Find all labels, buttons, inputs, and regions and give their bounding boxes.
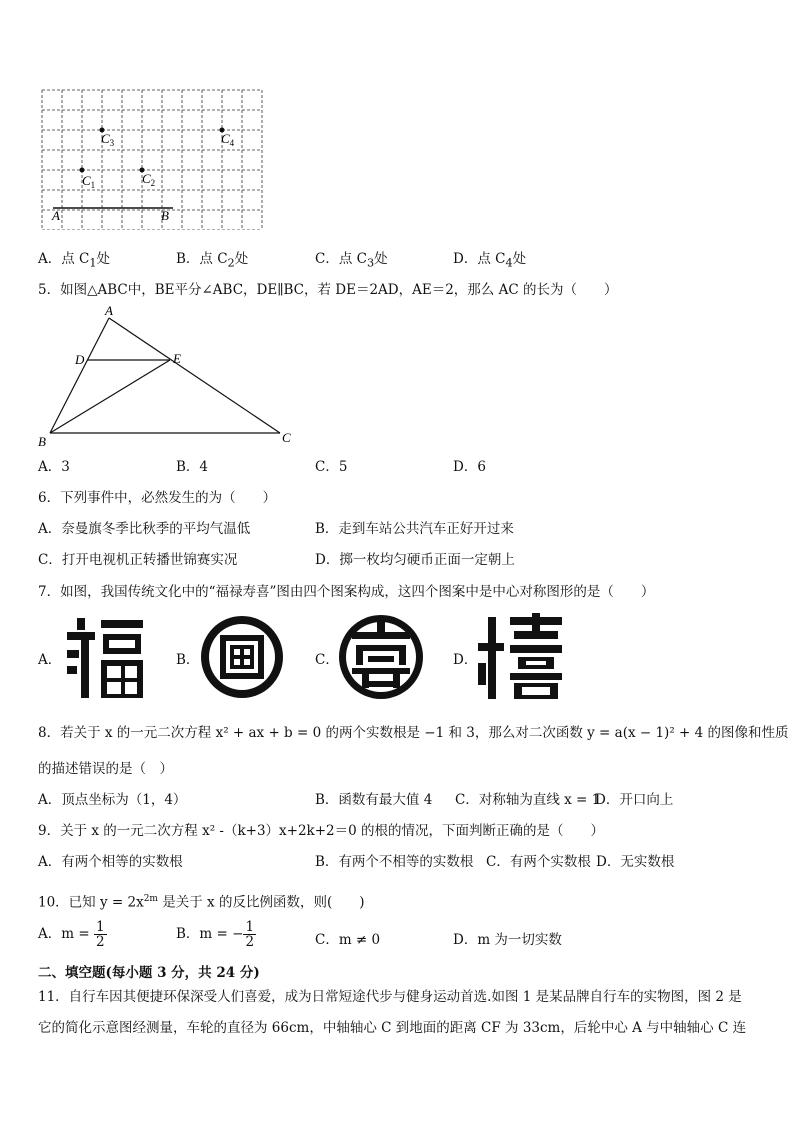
q4-option-c[interactable]: C．点 $C_3$处 (315, 251, 388, 270)
q6-option-c[interactable]: C．打开电视机正转播世锦赛实况 (38, 552, 238, 568)
q4-option-b[interactable]: B．点 $C_2$处 (176, 251, 249, 270)
fu-character-icon (63, 614, 147, 702)
label-c2: $C_2$ (142, 171, 156, 188)
q9-option-b[interactable]: B．有两个不相等的实数根 (315, 854, 474, 870)
q5-option-d[interactable]: D．6 (453, 459, 486, 475)
grid-lines (42, 90, 262, 230)
q6-option-b[interactable]: B．走到车站公共汽车正好开过来 (315, 521, 514, 537)
section-title-fill-in: 二、填空题(每小题 3 分，共 24 分) (38, 965, 260, 981)
q6-stem: 6．下列事件中，必然发生的为（ ） (38, 490, 277, 506)
shou-medallion-icon (338, 614, 424, 700)
label-vertex-a: A (105, 303, 113, 318)
q4-option-a[interactable]: A．点 $C_1$处 (38, 251, 111, 270)
q9-option-c[interactable]: C．有两个实数根 (486, 854, 591, 870)
xi-character-icon (478, 613, 566, 703)
q8-option-a[interactable]: A．顶点坐标为（1，4） (38, 792, 187, 808)
q9-stem: 9．关于 x 的一元二次方程 x² -（k+3）x+2k+2＝0 的根的情况，下面判断正确的是（ ） (38, 823, 605, 839)
q10-stem: 10．已知 $y = 2x^{2m}$ 是关于 x 的反比例函数，则( ) (38, 894, 365, 911)
q5-option-a[interactable]: A．3 (38, 459, 70, 475)
label-b: B (161, 208, 169, 223)
q6-option-d[interactable]: D．掷一枚均匀硬币正面一定朝上 (315, 552, 515, 568)
q8-option-d[interactable]: D．开口向上 (595, 792, 674, 808)
grid-figure (40, 88, 265, 230)
label-vertex-e: E (173, 351, 181, 366)
q6-option-a[interactable]: A．奈曼旗冬季比秋季的平均气温低 (38, 521, 251, 537)
q5-stem: 5．如图△ABC中，BE平分∠ABC，DE∥BC，若 DE＝2AD，AE＝2，那么 AC 的长为（ ） (38, 282, 618, 298)
point-c1 (80, 168, 85, 173)
label-vertex-d: D (75, 352, 85, 367)
q7-option-c[interactable]: C． (315, 652, 339, 668)
q10-option-c[interactable]: C．m ≠ 0 (315, 932, 381, 948)
triangle-figure (30, 302, 305, 452)
label-c4: $C_4$ (221, 131, 235, 148)
label-vertex-b: B (38, 434, 46, 449)
q5-option-c[interactable]: C．5 (315, 459, 348, 475)
side-ac (109, 318, 280, 433)
fraction-one-half: $\frac{1}{2}$ (245, 919, 255, 950)
q5-option-b[interactable]: B．4 (176, 459, 209, 475)
q8-stem-line1: 8．若关于 x 的一元二次方程 x² + ax + b = 0 的两个实数根是 −1 和 3，那么对二次函数 y = a(x − 1)² + 4 的图像和性质 (38, 725, 789, 741)
label-c1: $C_1$ (82, 173, 96, 190)
q8-option-c[interactable]: C．对称轴为直线 x = 1 (455, 792, 601, 808)
q4-option-d[interactable]: D．点 $C_4$处 (453, 251, 527, 270)
lu-medallion-icon (200, 615, 284, 699)
label-vertex-c: C (282, 430, 291, 445)
q11-line1: 11．自行车因其便捷环保深受人们喜爱，成为日常短途代步与健身运动首选.如图 1 是某品牌自行车的实物图，图 2 是 (38, 989, 742, 1005)
q8-option-b[interactable]: B．函数有最大值 4 (315, 792, 433, 808)
q9-option-d[interactable]: D．无实数根 (596, 854, 675, 870)
q9-option-a[interactable]: A．有两个相等的实数根 (38, 854, 183, 870)
q10-option-d[interactable]: D．m 为一切实数 (453, 932, 562, 948)
segment-be (50, 360, 170, 433)
q10-option-a[interactable]: A．m = $\frac{1}{2}$ (38, 919, 105, 950)
label-a: A (52, 208, 60, 223)
q7-stem: 7．如图，我国传统文化中的“福禄寿喜”图由四个图案构成，这四个图案中是中心对称图形的是（ ） (38, 584, 655, 600)
fraction-one-half: $\frac{1}{2}$ (95, 919, 105, 950)
q7-option-d[interactable]: D． (453, 652, 478, 668)
q10-option-b[interactable]: B．m = − $\frac{1}{2}$ (176, 919, 255, 950)
q8-stem-line2: 的描述错误的是（ ） (38, 761, 173, 777)
q11-line2: 它的简化示意图经测量，车轮的直径为 66cm，中轴轴心 C 到地面的距离 CF 为 33cm，后轮中心 A 与中轴轴心 C 连 (38, 1020, 747, 1036)
q7-option-a[interactable]: A． (38, 652, 62, 668)
q7-option-b[interactable]: B． (176, 652, 200, 668)
label-c3: $C_3$ (101, 131, 115, 148)
